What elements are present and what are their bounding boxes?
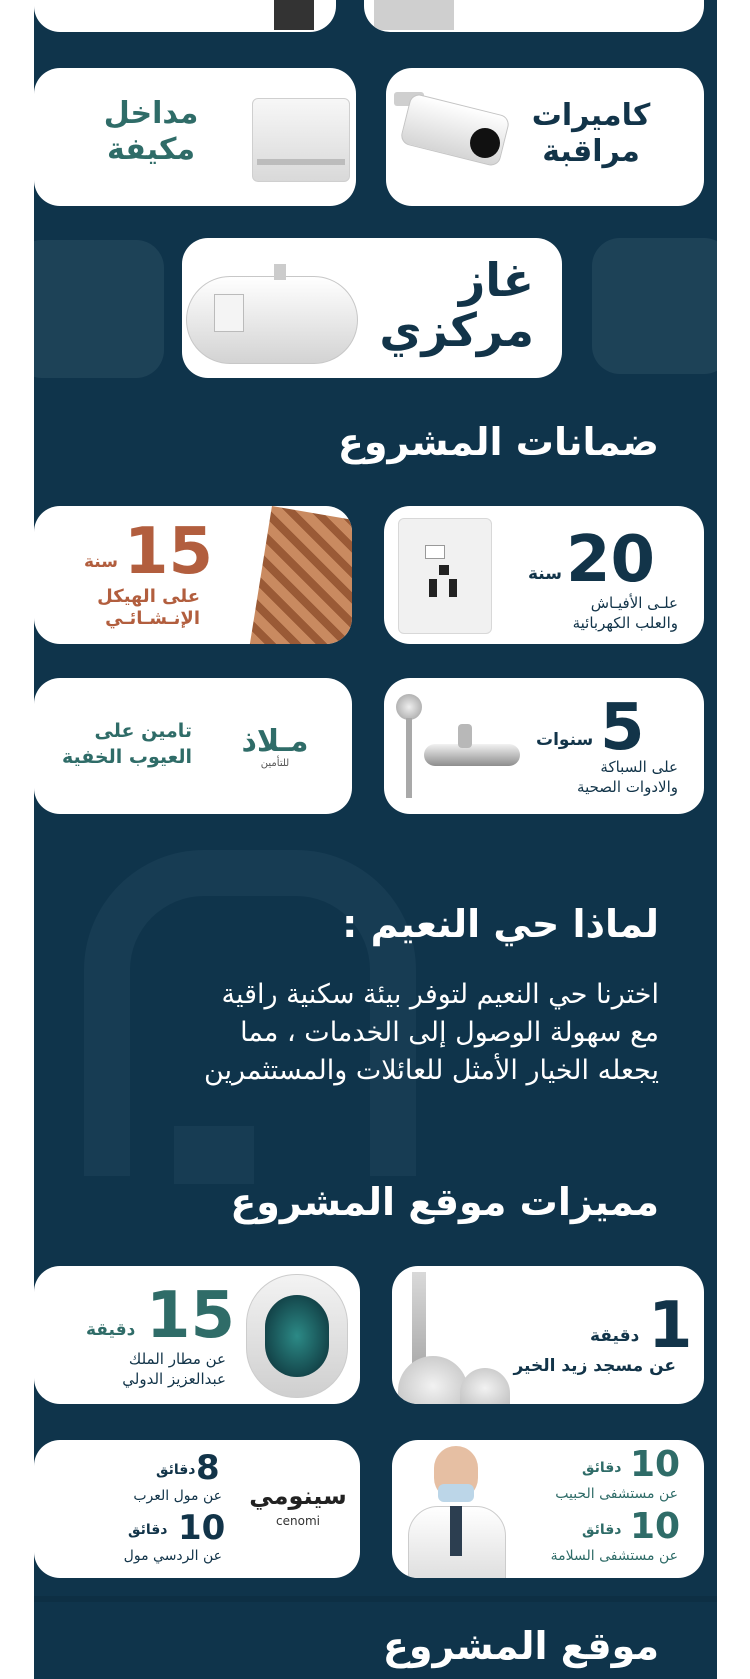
location-features-title: مميزات موقع المشروع <box>230 1180 659 1224</box>
why-line3: يجعله الخيار الأمثل للعائلات والمستثمرين <box>203 1055 659 1086</box>
mosque-unit: دقيقة <box>590 1326 640 1346</box>
airport-number: 15 <box>146 1279 236 1353</box>
structure-unit: سنة <box>84 552 118 572</box>
electrical-line2: والعلب الكهربائية <box>572 614 678 632</box>
plumbing-line2: والادوات الصحية <box>577 778 678 796</box>
plumbing-line1: على السباكة <box>600 758 678 776</box>
electrical-unit: سنة <box>528 564 562 584</box>
hospital1-number: 10 <box>630 1444 681 1485</box>
project-location-title: موقع المشروع <box>382 1624 659 1668</box>
electrical-number: 20 <box>566 523 656 597</box>
airport-unit: دقيقة <box>86 1320 136 1340</box>
hospitals-card <box>392 1440 704 1578</box>
top-card-left <box>34 0 336 32</box>
airplane-window-image <box>246 1274 348 1398</box>
malath-logo-sub: للتأمين <box>260 758 290 769</box>
airport-card <box>34 1266 360 1404</box>
gas-label-line1: غاز <box>458 253 534 307</box>
hospital2-number: 10 <box>630 1506 681 1547</box>
gas-label-line2: مركزي <box>379 303 534 357</box>
mall1-label: عن مول العرب <box>133 1488 222 1504</box>
ac-card <box>34 68 356 206</box>
why-line2: مع سهولة الوصول إلى الخدمات ، مما <box>240 1017 659 1048</box>
cenomi-logo-en: cenomi <box>276 1514 320 1528</box>
building-image <box>214 506 352 644</box>
mall1-unit: دقائق <box>156 1462 196 1478</box>
camera-image <box>394 92 512 172</box>
mosque-label: عن مسجد زيد الخير <box>513 1356 676 1376</box>
airport-label2: عبدالعزيز الدولي <box>122 1370 226 1388</box>
structure-guarantee-card <box>34 506 352 644</box>
hospital2-unit: دقائق <box>582 1522 622 1538</box>
gas-card <box>182 238 562 378</box>
guarantees-title: ضمانات المشروع <box>337 420 659 464</box>
gas-tank-image <box>186 264 356 364</box>
insurance-card <box>34 678 352 814</box>
cenomi-logo-ar: سينومي <box>249 1482 347 1510</box>
ac-unit-image <box>252 98 350 182</box>
watermark-dot <box>174 1126 254 1184</box>
mosque-card <box>392 1266 704 1404</box>
electrical-guarantee-card <box>384 506 704 644</box>
faucet-image <box>394 690 524 806</box>
top-card-right <box>364 0 704 32</box>
why-title: لماذا حي النعيم : <box>342 902 659 946</box>
insurance-line1: تامين على <box>94 720 192 742</box>
infographic-sheet <box>34 0 717 1679</box>
why-line1: اخترنا حي النعيم لتوفر بيئة سكنية راقية <box>221 979 659 1010</box>
plumbing-unit: سنوات <box>536 730 594 750</box>
plumbing-guarantee-card <box>384 678 704 814</box>
ac-label: مداخل مكيفة <box>103 96 199 167</box>
structure-number: 15 <box>124 515 214 589</box>
cameras-card <box>386 68 704 206</box>
mall2-number: 10 <box>178 1508 226 1548</box>
doctor-image <box>400 1446 510 1578</box>
ghost-panel-right <box>592 238 717 374</box>
cenomi-logo <box>248 1482 348 1534</box>
airport-label1: عن مطار الملك <box>128 1350 226 1368</box>
hospital1-unit: دقائق <box>582 1460 622 1476</box>
structure-line2: الإنـشـائـي <box>105 608 200 629</box>
mosque-number: 1 <box>648 1289 693 1363</box>
mall2-unit: دقائق <box>128 1522 168 1538</box>
malath-logo-text: مـلاذ <box>241 724 309 759</box>
ghost-panel-left <box>34 240 164 378</box>
power-outlet-image <box>398 518 492 634</box>
mosque-image <box>398 1272 518 1404</box>
structure-line1: على الهيكل <box>97 586 200 607</box>
hospital2-label: عن مستشفى السلامة <box>550 1548 678 1564</box>
mall2-label: عن الردسي مول <box>123 1548 222 1564</box>
electrical-line1: علـى الأفيـاش <box>590 594 678 612</box>
mall1-number: 8 <box>196 1448 220 1488</box>
malath-logo <box>220 724 330 774</box>
insurance-line2: العيوب الخفية <box>61 746 192 768</box>
malls-card <box>34 1440 360 1578</box>
cameras-label: كاميرات مراقبة <box>531 98 651 169</box>
hospital1-label: عن مستشفى الحبيب <box>555 1486 678 1502</box>
plumbing-number: 5 <box>600 691 645 765</box>
bottom-band <box>34 1596 717 1602</box>
